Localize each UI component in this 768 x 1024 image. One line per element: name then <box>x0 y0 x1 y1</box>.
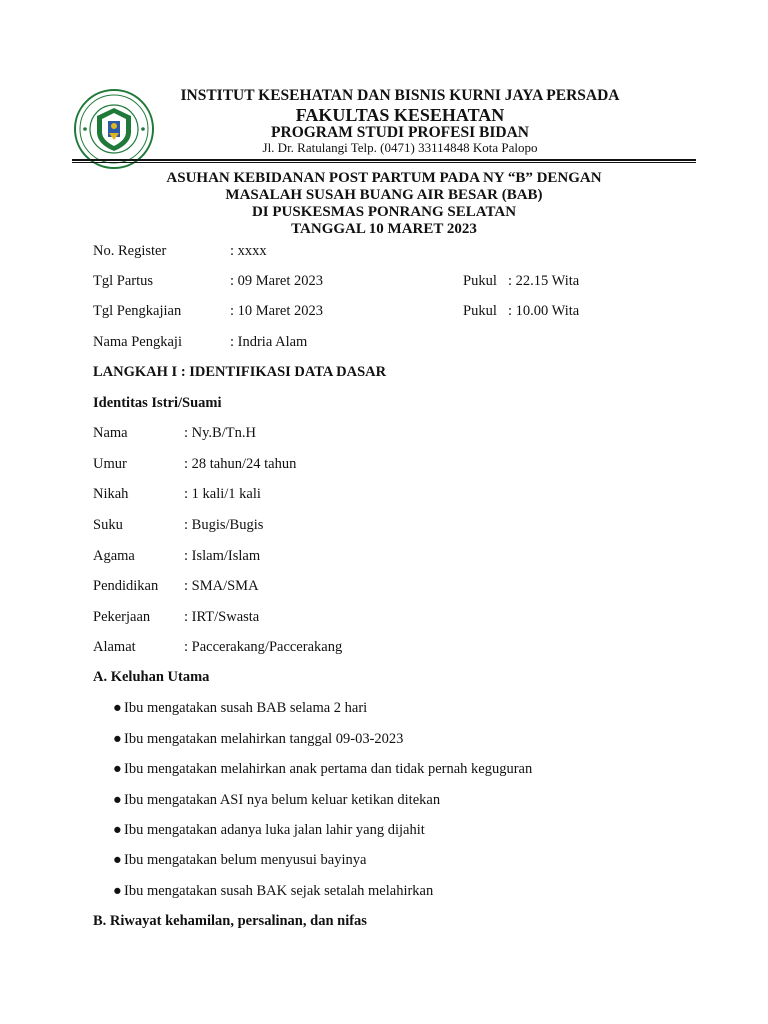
pukul-value: : 10.00 Wita <box>508 303 580 319</box>
value: : 1 kali/1 kali <box>184 486 261 502</box>
pukul-value: : 22.15 Wita <box>508 273 580 289</box>
label: Nikah <box>93 486 129 502</box>
institution-logo <box>73 88 155 170</box>
letterhead-divider-thin <box>72 162 696 163</box>
list-item <box>113 882 433 900</box>
title-line-2: MASALAH SUSAH BUANG AIR BESAR (BAB) <box>225 187 543 203</box>
label: Tgl Pengkajian <box>93 303 182 319</box>
value: : Bugis/Bugis <box>184 517 264 533</box>
value: : Indria Alam <box>230 334 308 350</box>
list-item-text: Ibu mengatakan susah BAK sejak setalah melahirkan <box>124 883 434 899</box>
list-item <box>113 821 425 839</box>
list-item <box>113 699 367 717</box>
label: Nama Pengkaji <box>93 334 182 350</box>
label: Alamat <box>93 639 136 655</box>
bullet-icon: ● <box>113 883 122 899</box>
value: : 28 tahun/24 tahun <box>184 456 297 472</box>
pukul-label: Pukul <box>463 273 497 289</box>
bullet-icon: ● <box>113 822 122 838</box>
list-item-text: Ibu mengatakan adanya luka jalan lahir yang dijahit <box>124 822 425 838</box>
value: : 09 Maret 2023 <box>230 273 324 289</box>
program-name: PROGRAM STUDI PROFESI BIDAN <box>271 124 529 141</box>
title-line-3: DI PUSKESMAS PONRANG SELATAN <box>251 204 517 220</box>
bullet-icon: ● <box>113 761 122 777</box>
label: Pendidikan <box>93 578 159 594</box>
list-item-text: Ibu mengatakan melahirkan anak pertama dan tidak pernah keguguran <box>124 761 533 777</box>
faculty-name: FAKULTAS KESEHATAN <box>295 105 505 125</box>
pukul-label: Pukul <box>463 303 497 319</box>
value: : 10 Maret 2023 <box>230 303 324 319</box>
list-item-text: Ibu mengatakan belum menyusui bayinya <box>124 852 367 868</box>
bullet-icon: ● <box>113 731 122 747</box>
bullet-icon: ● <box>113 700 122 716</box>
letterhead-divider-thick <box>72 159 696 161</box>
list-item <box>113 851 366 869</box>
institute-name: INSTITUT KESEHATAN DAN BISNIS KURNI JAYA PERSADA <box>180 87 620 104</box>
bullet-icon: ● <box>113 792 122 808</box>
label: Nama <box>93 425 128 441</box>
bullet-icon: ● <box>113 852 122 868</box>
list-item-text: Ibu mengatakan susah BAB selama 2 hari <box>124 700 368 716</box>
value: : Islam/Islam <box>184 548 261 564</box>
value: : Paccerakang/Paccerakang <box>184 639 343 655</box>
list-item-text: Ibu mengatakan melahirkan tanggal 09-03-2023 <box>124 731 404 747</box>
value: : SMA/SMA <box>184 578 259 594</box>
label: Suku <box>93 517 123 533</box>
value: : xxxx <box>230 243 267 259</box>
value: : IRT/Swasta <box>184 609 260 625</box>
institution-address: Jl. Dr. Ratulangi Telp. (0471) 33114848 Kota Palopo <box>262 140 538 155</box>
value: : Ny.B/Tn.H <box>184 425 256 441</box>
identitas-heading: Identitas Istri/Suami <box>93 395 222 411</box>
list-item-text: Ibu mengatakan ASI nya belum keluar ketikan ditekan <box>124 792 441 808</box>
riwayat-heading: B. Riwayat kehamilan, persalinan, dan nifas <box>93 913 367 929</box>
label: No. Register <box>93 243 167 259</box>
keluhan-heading: A. Keluhan Utama <box>93 669 210 685</box>
list-item <box>113 730 403 748</box>
label: Pekerjaan <box>93 609 151 625</box>
list-item <box>113 791 440 809</box>
document-title <box>0 170 768 238</box>
list-item <box>113 760 532 778</box>
label: Tgl Partus <box>93 273 154 289</box>
label: Umur <box>93 456 127 472</box>
langkah-heading: LANGKAH I : IDENTIFIKASI DATA DASAR <box>93 364 387 380</box>
title-line-4: TANGGAL 10 MARET 2023 <box>291 221 477 237</box>
title-line-1: ASUHAN KEBIDANAN POST PARTUM PADA NY “B” DENGAN <box>166 170 602 186</box>
label: Agama <box>93 548 135 564</box>
